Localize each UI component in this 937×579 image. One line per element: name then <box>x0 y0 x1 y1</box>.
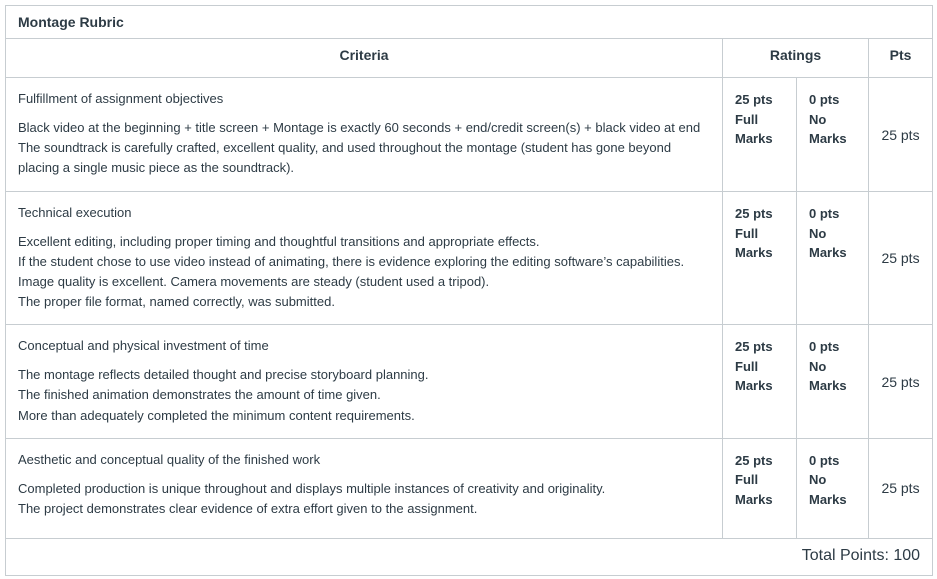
rating-points: 25 pts <box>735 92 773 107</box>
criterion-description <box>18 232 710 313</box>
criterion-cell <box>6 438 723 538</box>
rating-label: No Marks <box>809 472 847 507</box>
criterion-title: Aesthetic and conceptual quality of the finished work <box>18 451 321 467</box>
criterion-description <box>18 118 710 178</box>
criterion-description <box>18 365 710 425</box>
points-cell: 25 pts <box>869 192 933 325</box>
rating-points: 25 pts <box>735 339 773 355</box>
rating-points: 25 pts <box>735 206 773 221</box>
criterion-cell <box>6 78 723 192</box>
criterion-description-line: Excellent editing, including proper timing and thoughtful transitions and appropriate effects. <box>18 233 540 249</box>
criterion-cell <box>6 192 723 325</box>
criterion-title: Fulfillment of assignment objectives <box>18 91 224 106</box>
rating-label: No Marks <box>809 225 847 260</box>
rating-no-marks-cell <box>797 192 869 325</box>
rating-points: 0 pts <box>809 92 840 107</box>
points-cell: 25 pts <box>869 325 933 438</box>
table-row <box>6 325 933 438</box>
rating-full-marks-cell <box>723 438 797 538</box>
rubric-title: Montage Rubric <box>6 6 933 39</box>
rating-no-marks-cell <box>797 438 869 538</box>
rating-points: 25 pts <box>735 452 773 468</box>
rubric-header-row <box>6 39 933 78</box>
criterion-description-line: The proper file format, named correctly, was submitted. <box>18 294 335 310</box>
criterion-title: Conceptual and physical investment of time <box>18 338 269 354</box>
rating-points: 0 pts <box>809 206 840 221</box>
points-cell: 25 pts <box>869 78 933 192</box>
ratings-column-header: Ratings <box>723 39 869 78</box>
pts-column-header: Pts <box>869 39 933 78</box>
table-row <box>6 438 933 538</box>
rating-full-marks-cell <box>723 78 797 192</box>
criteria-column-header: Criteria <box>6 39 723 78</box>
criterion-description-line: The finished animation demonstrates the amount of time given. <box>18 387 381 403</box>
criterion-title: Technical execution <box>18 205 132 220</box>
criterion-description-line: Completed production is unique throughout and displays multiple instances of creativity and originality. <box>18 480 606 496</box>
table-row <box>6 192 933 325</box>
rating-no-marks-cell <box>797 325 869 438</box>
rating-points: 0 pts <box>809 452 840 468</box>
total-points: Total Points: 100 <box>6 538 933 575</box>
rating-label: Full Marks <box>735 358 773 394</box>
total-points-row <box>6 538 933 575</box>
criterion-description-line: If the student chose to use video instead of animating, there is evidence exploring the editing software’s capabilities. <box>18 253 685 269</box>
rubric-title-row <box>6 6 933 39</box>
criterion-description-line: Black video at the beginning + title screen + Montage is exactly 60 seconds + end/credit screen(s) + black video at end <box>18 119 701 135</box>
criterion-description-line: More than adequately completed the minimum content requirements. <box>18 407 415 423</box>
points-cell: 25 pts <box>869 438 933 538</box>
rating-label: No Marks <box>809 111 847 146</box>
criterion-description-line: The montage reflects detailed thought and precise storyboard planning. <box>18 367 429 383</box>
criterion-description-line: The project demonstrates clear evidence of extra effort given to the assignment. <box>18 500 478 516</box>
rating-full-marks-cell <box>723 192 797 325</box>
criterion-description-line: The soundtrack is carefully crafted, excellent quality, and used throughout the montage (student has gone beyond placing a single music piece as the soundtrack). <box>18 139 672 176</box>
rating-full-marks-cell <box>723 325 797 438</box>
rating-points: 0 pts <box>809 339 840 355</box>
criterion-description-line: Image quality is excellent. Camera movements are steady (student used a tripod). <box>18 274 490 290</box>
rating-label: Full Marks <box>735 225 773 260</box>
criterion-description <box>18 479 710 519</box>
rating-label: Full Marks <box>735 472 773 507</box>
rating-label: Full Marks <box>735 111 773 146</box>
rating-label: No Marks <box>809 358 847 394</box>
table-row <box>6 78 933 192</box>
rubric-table <box>5 5 933 576</box>
criterion-cell <box>6 325 723 438</box>
rating-no-marks-cell <box>797 78 869 192</box>
